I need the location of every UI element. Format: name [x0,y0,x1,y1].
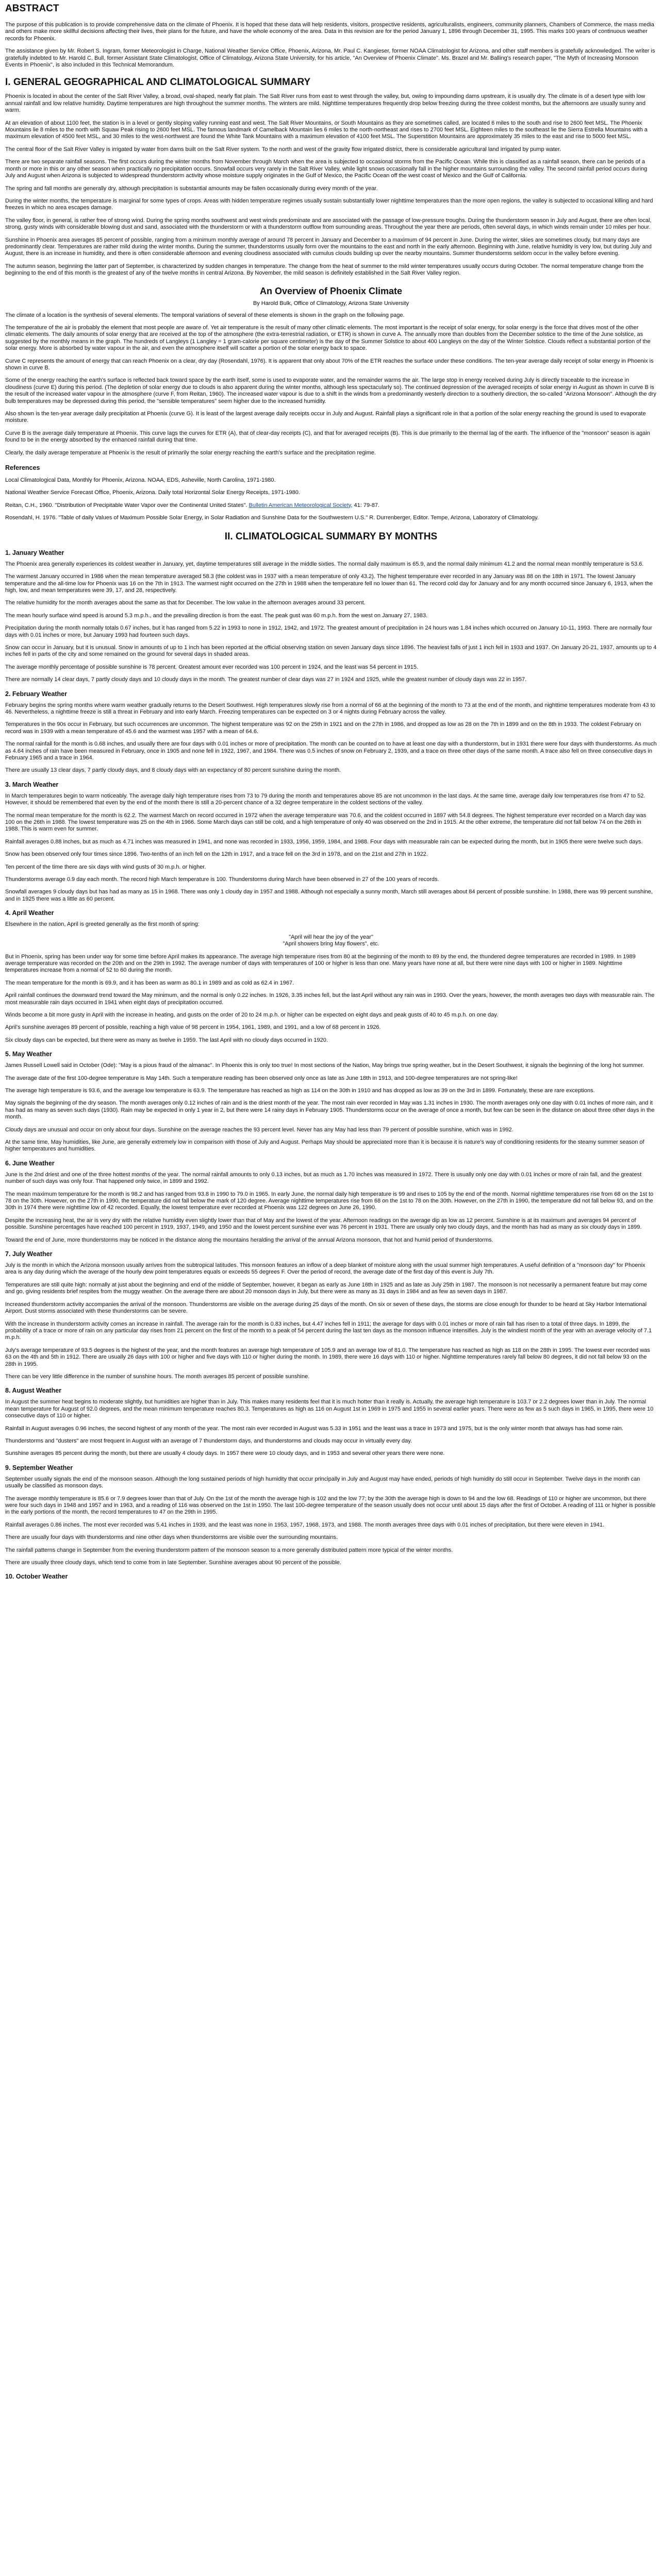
summary-paragraph: At an elevation of about 1100 feet, the station is in a level or gently sloping valley running east and west. The Salt River Mountains, or South Mountains as they are sometimes called, are located 6 miles to the south and rise to 2600 feet MSL. The Phoenix Mountains lie 8 miles to the north with Squaw Peak rising to 2600 feet MSL. The famous landmark of Camelback Mountain lies 6 miles to the north-northeast and rises to 2700 feet MSL. Eighteen miles to the southeast lie the Sierra Estrella Mountains with a maximum elevation of 4500 feet MSL, and 30 miles to the west-northwest are found the White Tank Mountains with a maximum elevation of 4100 feet MSL. The Superstition Mountains are approximately 35 miles to the east and rise to 5000 feet MSL. [5,120,648,140]
month-heading: 7. July Weather [5,1250,53,1258]
reference-text: Reitan, C.H., 1960. "Distribution of Precipitable Water Vapor over the Continental United States". [5,502,249,509]
abstract-paragraph: The purpose of this publication is to provide comprehensive data on the climate of Phoenix. It is hoped that these data will help residents, visitors, prospective residents, agriculturalists, engineers, community planners, Chambers of Commerce, the mass media and others make more skillful decisions affecting their lives, their plans for the future, and have the whole economy of the area. Data in this revision are for the period January 1, 1896 through December 31, 1995. This marks 100 years of continuous weather records for Phoenix. [5,22,654,42]
overview-section [5,285,657,457]
monthly-summary-body [5,549,657,1581]
summary-paragraph: The spring and fall months are generally dry, although precipitation is substantial amounts may be fallen occasionally during every month of the year. [5,185,378,192]
summary-paragraph: The autumn season, beginning the latter part of September, is characterized by sudden changes in temperature. The change from the heat of summer to the mild winter temperatures usually occurs during October. The normal temperature change from the beginning to the end of this month is the greatest of any of the twelve months in central Arizona. By November, the mild season is definitely established in the Salt River Valley region. [5,263,644,277]
month-heading: 1. January Weather [5,549,64,556]
references-list [5,477,657,522]
month-paragraph: May signals the beginning of the dry season. The month averages only 0.12 inches of rain and is the driest month of the year. The most rain ever recorded in May was 1.31 inches in 1930. The month averages only one day with 0.01 inches of more rain, and it has had as many as seven such days (1930). Rain may be expected in only 1 year in 2, but there were 14 rainy days in February 1905. Thunderstorms occur on the average of once a month, but few can be seen in the distance on about three other days in the month. [5,1100,655,1121]
month-heading: 9. September Weather [5,1464,73,1471]
reference-item [5,489,657,496]
general-summary-section [5,77,657,277]
month-paragraph: February begins the spring months where warm weather gradually returns to the Desert Southwest. High temperatures slowly rise from a normal of 66 at the beginning of the month to 73 at the end of the month, and nighttime temperatures moderate from 43 to 46. Nevertheless, a nighttime freeze is still a threat in February and into early March. Freezing temperatures can be expected on 3 or 4 nights during February across the valley. [5,702,655,715]
month-paragraph: The mean temperature for the month is 69.9, and it has been as warm as 80.1 in 1989 and as cold as 62.4 in 1967. [5,979,294,986]
overview-paragraph: Also shown is the ten-year average daily precipitation at Phoenix (curve G). It is least of the largest average daily receipts occur in July and August. Rainfall plays a significant role in that a portion of the solar energy reaching the ground is used to evaporate moisture. [5,411,646,424]
month-paragraph: In March temperatures begin to warm noticeably. The average daily high temperature rises from 73 to 79 during the month and temperatures above 85 are not uncommon in the last days. At the same time, average daily low temperatures rise from 47 to 52. However, it should be remembered that even by the end of the month there is still a 20-percent chance of a 32 degree temperature in the coldest sections of the valley. [5,792,646,806]
general-summary-body [5,93,657,277]
overview-paragraph: Curve C represents the amount of energy that can reach Phoenix on a clear, dry day (Rosendahl, 1976). It is apparent that only about 70% of the ETR reaches the surface under these conditions. The ten-year average daily receipt of solar energy in Phoenix is shown in curve B. [5,358,654,371]
month-paragraph: At the same time, May humidities, like June, are generally extremely low in comparison with those of July and August. Perhaps May should be appreciated more than it is because it is nature's way of conditioning residents for the steamy summer season of higher temperatures and humidities. [5,1139,644,1153]
month-paragraph: July is the month in which the Arizona monsoon usually arrives from the subtropical latitudes. This monsoon features an inflow of a deep blanket of moisture along with the usual summer high temperatures. A useful definition of a "monsoon day" for Phoenix area is any day during which the average of the hourly dew point temperatures equals or exceeds 55 degrees F. Over the period of record, the average date of the first day of this event is July 7th. [5,1262,646,1276]
reference-text: National Weather Service Forecast Office, Phoenix, Arizona. Daily total Horizontal Solar Energy Receipts, 1971-1980. [5,489,300,496]
month-paragraph: In August the summer heat begins to moderate slightly, but humidities are higher than in July. This makes many residents feel that it is much hotter than it really is. Actually, the average high temperature is 103.7 or 2.2 degrees lower than in July. The normal mean temperature for August of 92.0 degrees, and the mean minimum temperature reaches 80.3. Temperatures as high as 116 on August 1st in 1969 in 1975 and 1955 in several earlier years. There were as few as 5 such days in 1965, in 1995, there were 10 consecutive days of 110 or higher. [5,1399,654,1419]
month-heading: 2. February Weather [5,690,67,698]
monthly-summary-section [5,531,657,1581]
references-heading: References [5,464,40,472]
reference-text: Rosendahl, H. 1976. "Table of daily Values of Maximum Possible Solar Energy, in Solar Radiation and Sunshine Data for the Southwestern U.S." R. Durrenberger, Editor. Tempe, Arizona, Laboratory of Climatology. [5,515,539,521]
month-section [5,781,657,903]
month-paragraph: The mean hourly surface wind speed is around 5.3 m.p.h., and the prevailing direction is from the east. The peak gust was 60 m.p.h. from the west on January 27, 1983. [5,612,428,619]
month-paragraph: Thunderstorms and "dusters" are most frequent in August with an average of 7 thunderstorm days, and thunderstorms and clouds may occur in virtually every day. [5,1437,412,1444]
month-paragraph: Sunshine averages 85 percent during the month, but there are usually 4 cloudy days. In 1957 there were 10 cloudy days, and in 1953 and several other years there were none. [5,1450,445,1457]
abstract-paragraph: The assistance given by Mr. Robert S. Ingram, former Meteorologist in Charge, National Weather Service Office, Phoenix, Arizona, Mr. Paul C. Kangieser, former NOAA Climatologist for Arizona, and other staff members is gratefully acknowledged. The writer is gratefully indebted to Mr. Harold C. Bull, former Assistant State Climatologist, Office of Climatology, Arizona State University, for his article, "An Overview of Phoenix Climate". Ms. Brazel and Mr. Balling's research paper, "The Myth of Increasing Monsoon Events in Phoenix", is also included in this Technical Memorandum. [5,48,655,69]
summary-paragraph: Sunshine in Phoenix area averages 85 percent of possible, ranging from a minimum monthly average of around 78 percent in January and December to a maximum of 94 percent in June. During the winter, skies are sometimes cloudy, but many days are predominantly clear. Temperatures are rather mild during the winter months. During the summer, thunderstorms usually form over the mountains to the east and north in the early afternoon. Beginning with June, relative humidity is very low, but during July and August, there is an increase in humidity, and there is often considerable afternoon and evening cloudiness associated with cumulus clouds building up over the nearby mountains. Summer thunderstorms seldom occur in the valley before evening. [5,236,652,257]
summary-paragraph: The central floor of the Salt River Valley is irrigated by water from dams built on the Salt River system. To the north and west of the gravity flow irrigated district, there is considerable agricultural land irrigated by pump water. [5,146,561,152]
month-heading: 5. May Weather [5,1050,52,1058]
overview-paragraph: Some of the energy reaching the earth's surface is reflected back toward space by the earth itself, some is used to evaporate water, and the remainder warms the air. The large stop in energy received during July is directly traceable to the increase in cloudiness (curve E) during this period. (The depletion of solar energy due to clouds is also apparent during the winter months, although less spectacularly so). The continued depression of the averaged receipts of solar energy in August as shown in curve B is the result of the increased water vapour in the atmosphere (curve F, from Reitan, 1960). The increased water vapour is due to a shift in the winds from a predominantly westerly direction to a southerly direction, the so-called "Arizona Monsoon". Although the dry bulb temperatures may be depressed during this period, the "sensible temperatures" seem higher due to the increased humidity. [5,377,656,404]
month-paragraph: The warmest January occurred in 1986 when the mean temperature averaged 58.3 (the coldest was in 1937 with a mean temperature of only 43.2). The highest temperature ever recorded in any January was 88 on the 18th in 1971. The lowest January temperature and the all-time low for Phoenix was 16 on the 7th in 1913. The warmest night occurred on the 27th in 1988 when the temperature fell no lower than 61. The record cold day for January and for any month occurred since January 6, 1913, when the high, low, and mean temperatures were 39, 17, and 28, respectively. [5,573,653,594]
overview-paragraph: The temperature of the air is probably the element that most people are aware of. Yet air temperature is the result of many other climatic elements. The most important is the receipt of solar energy, for solar energy is the force that drives most of the other climatic elements. The daily amounts of solar energy that are received at the top of the atmosphere (the extra-terrestrial radiation, or ETR) is shown in curve A. The annually more than doubles from the December solstice to the time of the June solstice, as suggested by the monthly means in the graph. The hundreds of Langleys (1 Langley = 1 gram-calorie per square centimeter) is the day of the Summer Solstice to about 400 Langleys on the day of the Winter Solstice. Clouds reflect a substantial portion of the solar energy. More is absorbed by water vapour in the air, and even the atmosphere itself will scatter a portion of the solar energy back to space. [5,324,651,352]
month-paragraph: June is the 2nd driest and one of the three hottest months of the year. The normal rainfall amounts to only 0.13 inches, but as much as 1.70 inches was measured in 1972. There is usually only one day with 0.01 inches or more of rain fall, and the greatest number of such days was only four. That happened only twice, in 1899 and 1992. [5,1171,642,1185]
month-section [5,549,657,684]
month-section [5,1159,657,1244]
month-paragraph: Despite the increasing heat, the air is very dry with the relative humidity even slightly lower than that of May and the lowest of the year. Afternoon readings on the average dip as low as 12 percent. Sunshine is at its maximum and averages 94 percent of possible. Sunshine percentages have reached 100 percent in 1919, 1937, 1949, and 1950 and the lowest percent sunshine ever was 76 percent in 1931. There are usually only two cloudy days, and the month has had as many as six cloudy days in 1899. [5,1217,642,1231]
month-paragraph: Ten percent of the time there are six days with wind gusts of 30 m.p.h. or higher. [5,863,206,870]
month-section [5,1572,657,1581]
month-paragraph: April rainfall continues the downward trend toward the May minimum, and the normal is only 0.22 inches. In 1926, 3.35 inches fell, but the last April without any rain was in 1993. Over the years, however, the month averages two days with measurable rain. The most measurable rain days occurred in 1941 when eight days of precipitation occurred. [5,992,655,1006]
overview-paragraph: Clearly, the daily average temperature at Phoenix is the result of primarily the solar energy reaching the earth's surface and the precipitation regime. [5,449,376,456]
month-quote: "April will hear the joy of the year" "April showers bring May flowers", etc. [283,934,379,947]
month-paragraph: There are usually four days with thunderstorms and nine other days when thunderstorms are visible over the surrounding mountains. [5,1534,338,1541]
month-paragraph: With the increase in thunderstorm activity comes an increase in rainfall. The average rain for the month is 0.83 inches, but 4.47 inches fell in 1911; the average for days with 0.01 inches or more of rain fall has risen to a total of three days. In 1899, the probability of a trace or more of rain on any particular day rises from 21 percent on the first of the month to a peak of 54 percent during the last ten days as the monsoon influence intensifies. July is the windiest month of the year with an average velocity of 7.1 m.p.h. [5,1320,652,1341]
month-paragraph: Thunderstorms average 0.9 day each month. The record high March temperature is 100. Thunderstorms during March have been observed in 27 of the 100 years of records. [5,876,439,883]
monthly-summary-heading: II. CLIMATOLOGICAL SUMMARY BY MONTHS [224,531,438,542]
month-paragraph: But in Phoenix, spring has been under way for some time before April makes its appearance. The average high temperature rises from 80 at the beginning of the month to 89 by the end, the thundered degree temperatures are recorded in 1989. In 1989 average temperature was recorded on the 20th and on the 29th in 1992. The average number of days with temperatures of 100 or higher is less than one. Many years have none at all, but there were nine days with 100 or higher in 1989. Nighttime temperatures increase from a normal of 52 to 60 during the month. [5,953,636,974]
month-heading: 10. October Weather [5,1573,68,1581]
month-paragraph: There are normally 14 clear days, 7 partly cloudy days and 10 cloudy days in the month. The greatest number of clear days was 27 in 1924 and 1925, while the greatest number of cloudy days was 22 in 1957. [5,676,527,683]
overview-body [5,312,657,457]
overview-byline: By Harold Bulk, Office of Climatology, Arizona State University [253,300,409,307]
overview-paragraph: Curve B is the average daily temperature at Phoenix. This curve lags the curves for ETR (A), that of clear-day receipts (C), and that for averaged receipts (B). This is due primarily to the thermal lag of the earth. The influence of the "monsoon" season is again found to be in the energy absorbed by the enhanced rainfall during that time. [5,430,650,444]
month-paragraph: Winds become a bit more gusty in April with the increase in heating, and gusts on the order of 20 to 24 m.p.h. or higher can be expected on eight days and peak gusts of 40 to 45 m.p.h. on one day. [5,1011,499,1018]
reference-link[interactable]: Bulletin American Meteorological Society [249,502,351,509]
month-section [5,1386,657,1457]
month-section [5,1050,657,1153]
references-section [5,464,657,522]
month-paragraph: Cloudy days are unusual and occur on only about four days. Sunshine on the average reaches the 93 percent level. Never has any May had less than 79 percent of possible sunshine, which was in 1992. [5,1126,514,1133]
month-paragraph: Snow can occur in January, but it is unusual. Snow in amounts of up to 1 inch has been reported at the official observing station on seven January days since 1896. The heaviest falls of just 1 inch fell in 1933 and 1937. On January 20-21, 1937, amounts up to 4 inches fell in parts of the city and some remained on the ground for several days in shaded areas. [5,644,657,658]
month-heading: 4. April Weather [5,909,54,917]
month-paragraph: Increased thunderstorm activity accompanies the arrival of the monsoon. Thunderstorms are visible on the average during 25 days of the month. On six or seven of these days, the storms are close enough for thunder to be heard at Sky Harbor International Airport. Dust storms associated with these thunderstorms can be severe. [5,1301,647,1315]
month-paragraph: Six cloudy days can be expected, but there were as many as twelve in 1959. The last April with no cloudy days occurred in 1920. [5,1037,328,1043]
month-paragraph: The normal rainfall for the month is 0.68 inches, and usually there are four days with 0.01 inches or more of precipitation. The month can be counted on to have at least one day with a thunderstorm, but in 1931 there were four days with thunderstorms. As much as 4.64 inches of rain have been measured in February, once in 1905 and none fell in 1922, 1967, and 1984. There was 0.5 inches of snow on February 2, 1939, and a trace on three other days of the same month. A trace also fell on three consecutive days in February 1965 and a trace in 1964. [5,741,657,761]
month-heading: 8. August Weather [5,1387,62,1395]
month-paragraph: July's average temperature of 93.5 degrees is the highest of the year, and the month features an average high temperature of 105.9 and an average low of 81.0. The temperature has reached as high as 118 on the 28th in 1995. The lowest ever recorded was 63 on the 4th and 5th in 1912. There are usually 26 days with 100 or higher and five days with 110 or higher during the month. In 1989, there were 16 days with 110 or higher. Nighttime temperatures rarely fall below 80 degrees, it did not fall below 93 on the 28th in 1995. [5,1347,650,1367]
month-section [5,1464,657,1567]
summary-paragraph: There are two separate rainfall seasons. The first occurs during the winter months from November through March when the area is subjected to occasional storms from the Pacific Ocean. While this is classified as a rainfall season, there can be periods of a month or more in this or any other season when practically no precipitation occurs. Snowfall occurs very rarely in the Salt River Valley, while light snows occasionally fall in the higher mountains surrounding the valley. The second rainfall period occurs during July and August when Arizona is subjected to widespread thunderstorm activity whose moisture supply originates in the Gulf of Mexico, the Pacific Ocean off the west coast of Mexico and the Gulf of California. [5,159,648,179]
month-paragraph: Elsewhere in the nation, April is greeted generally as the first month of spring: [5,921,200,928]
month-paragraph: The average date of the first 100-degree temperature is May 14th. Such a temperature reading has been observed only once as late as June 18th in 1913, and 100-degree temperatures are not spring-like! [5,1075,518,1081]
month-paragraph: The Phoenix area generally experiences its coldest weather in January, yet, daytime temperatures still average in the middle sixties. The normal daily maximum is 65.9, and the normal daily minimum 41.2 and the normal mean monthly temperature is 53.6. [5,561,644,567]
summary-paragraph: During the winter months, the temperature is marginal for some types of crops. Areas with hidden temperature regimes usually sustain substantially lower nighttime temperatures than the more open regions, the valley is subjected to occasional killing and hard freezes in which no area escapes damage. [5,197,653,211]
month-section [5,1250,657,1380]
general-summary-heading: I. GENERAL GEOGRAPHICAL AND CLIMATOLOGICAL SUMMARY [5,77,311,88]
reference-item [5,477,657,484]
month-paragraph: The average monthly temperature is 85.6 or 7.9 degrees lower than that of July. On the 1st of the month the average high is 102 and the low 77; by the 30th the average high is down to 94 and the low 68. Readings of 110 or higher are uncommon, but there were four such days in 1948 and 1957 and in 1963, and a reading of 116 was observed on the 1st in 1950. The last 100-degree temperature of the season usually does not occur until about 15 days after the first of October. A reading of 111 or higher is possible in the early portions of the month, the record temperatures to 47 on the 29th in 1995. [5,1495,656,1516]
month-paragraph: April's sunshine averages 89 percent of possible, reaching a high value of 98 percent in 1954, 1961, 1989, and 1991, and a low of 68 percent in 1926. [5,1024,381,1031]
month-section [5,909,657,1044]
summary-paragraph: The valley floor, in general, is rather free of strong wind. During the spring months southwest and west winds predominate and are associated with the passage of low-pressure troughs. During the thunderstorm season in July and August, there are often local, strong, gusty winds with considerable blowing dust and sand, associated with the thunderstorm or with a thunderstorm outflow from surrounding areas. Throughout the year there are periods, often several days, in which winds remain under 10 miles per hour. [5,217,652,231]
month-paragraph: There can be very little difference in the number of sunshine hours. The month averages 85 percent of possible sunshine. [5,1373,310,1380]
reference-item [5,515,657,521]
abstract-section [5,3,657,69]
month-paragraph: Snowfall averages 9 cloudy days but has had as many as 15 in 1968. There was only 1 cloudy day in 1957 and 1988. Although not especially a sunny month, March still averages about 84 percent of possible sunshine. In 1988, there was 99 percent sunshine, and in 1925 there was a little as 60 percent. [5,889,653,902]
reference-suffix: , 41: 79-87. [351,502,380,509]
abstract-body [5,22,657,69]
reference-item [5,502,657,509]
month-paragraph: There are usually three cloudy days, which tend to come from in late September. Sunshine averages about 90 percent of the possible. [5,1560,341,1566]
month-paragraph: Snow has been observed only four times since 1896. Two-tenths of an inch fell on the 12th in 1917, and a trace fell on the 3rd in 1978, and on the 21st and 27th in 1922. [5,851,428,858]
month-section [5,690,657,774]
month-paragraph: The average high temperature is 93.6, and the average low temperature is 63.9. The temperature has reached as high as 114 on the 30th in 1910 and has dropped as low as 39 on the 3rd in 1899. Fortunately, these are rare exceptions. [5,1087,595,1094]
month-paragraph: The relative humidity for the month averages about the same as that for December. The low value in the afternoon averages around 33 percent. [5,600,366,606]
month-paragraph: James Russell Lowell said in October (Ode): "May is a pious fraud of the almanac". In Phoenix this is only too true! In most sections of the Nation, May brings true spring weather, but in the Desert Southwest, it signals the beginning of the long hot summer. [5,1062,644,1069]
month-paragraph: The mean maximum temperature for the month is 98.2 and has ranged from 93.8 in 1990 to 79.0 in 1965. In early June, the normal daily high temperature is 99 and rises to 105 by the end of the month. Normal nighttime temperatures rise from 68 on the 1st to 78 on the 30th. However, on the 27th in 1990, the temperature did not fall below the mark of 120 degree. Average nighttime temperatures rise from 68 on the 1st to 78 on the 30th. However, on the 27th in 1990, the temperature did not fall below 93, and on the 30th in 1974 there were nighttime low of 42 recorded. Equally, the lowest temperature ever recorded at Phoenix was 122 degrees on June 26, 1990. [5,1191,654,1211]
overview-paragraph: The climate of a location is the synthesis of several elements. The temporal variations of several of these elements is shown in the graph on the following page. [5,312,405,318]
month-paragraph: Toward the end of June, more thunderstorms may be noticed in the distance along the mountains heralding the arrival of the annual Arizona monsoon, that hot and humid period of thunderstorms. [5,1236,493,1243]
month-paragraph: Temperatures in the 90s occur in February, but such occurrences are uncommon. The highest temperature was 92 on the 25th in 1921 and on the 27th in 1986, and dropped as low as 28 on the 7th in 1899 and on the 8th in 1933. The coldest February on record was in 1939 with a mean temperature of 45.6 and the warmest was 1957 with a mean of 64.6. [5,721,641,735]
month-paragraph: Rainfall averages 0.88 inches, but as much as 4.71 inches was measured in 1941, and none was recorded in 1933, 1956, 1959, 1984, and 1988. Four days with measurable rain can be expected during the month, but in 1905 there were twelve such days. [5,838,643,845]
month-paragraph: Temperatures are still quite high: normally at just about the beginning and end of the middle of September, however, it began as early as June 16th in 1925 and as late as July 25th in 1987. The monsoon is not necessarily a permanent feature but may come and go, giving residents brief respites from the muggy weather. On the average there are about 20 monsoon days in July, but there were as many as 31 days in 1984 and as few as seven days in 1987. [5,1281,647,1295]
month-heading: 3. March Weather [5,781,59,788]
month-paragraph: The average monthly percentage of possible sunshine is 78 percent. Greatest amount ever recorded was 100 percent in 1924, and the least was 54 percent in 1915. [5,664,419,670]
month-paragraph: September usually signals the end of the monsoon season. Although the long sustained periods of high humidity that occur principally in July and August may have ended, periods of high humidity do still occur in September. Twelve days in the month can usually be classified as monsoon days. [5,1476,640,1489]
reference-text: Local Climatological Data, Monthly for Phoenix, Arizona. NOAA, EDS, Asheville, North Carolina, 1971-1980. [5,477,276,484]
month-paragraph: There are usually 13 clear days, 7 partly cloudy days, and 8 cloudy days with an expectancy of 80 percent sunshine during the month. [5,767,341,774]
summary-paragraph: Phoenix is located in about the center of the Salt River Valley, a broad, oval-shaped, nearly flat plain. The Salt River runs from east to west through the valley, but, owing to impounding dams upstream, it is usually dry. The climate is of a desert type with low annual rainfall and low relative humidity. Daytime temperatures are high throughout the summer months. The winters are mild. Nighttime temperatures frequently drop below freezing during the three coldest months, but the afternoons are usually sunny and warm. [5,93,646,114]
month-paragraph: Precipitation during the month normally totals 0.67 inches, but it has ranged from 5.22 in 1993 to none in 1912, 1942, and 1972. The greatest amount of precipitation in 24 hours was 1.84 inches which occurred on January 10-11, 1993. There are normally four days with 0.01 inches or more, but January 1993 had fourteen such days. [5,625,652,638]
month-heading: 6. June Weather [5,1159,55,1167]
overview-title: An Overview of Phoenix Climate [259,285,403,296]
month-paragraph: The normal mean temperature for the month is 62.2. The warmest March on record occurred in 1972 when the average temperature was 70.6, and the coldest occurred in 1897 with 54.8 degrees. The highest temperature ever recorded on a March day was 100 on the 26th in 1988. The lowest temperature was 25 on the 4th in 1966. Some March days can still be cold, and a high temperature of only 40 was observed on the 2nd in 1915. At the other extreme, the temperature did not fall below 74 on the 26th in 1988. This is warm even for summer. [5,812,647,833]
month-paragraph: Rainfall averages 0.86 inches. The most ever recorded was 5.41 inches in 1939, and the least was none in 1953, 1957, 1968, 1973, and 1988. The month averages three days with 0.01 inches of precipitation, but there were eleven in 1941. [5,1521,605,1528]
abstract-heading: ABSTRACT [5,3,59,14]
month-paragraph: The rainfall patterns change in September from the evening thunderstorm pattern of the monsoon season to a more generally distributed pattern more typical of the winter months. [5,1547,453,1553]
month-paragraph: Rainfall in August averages 0.96 inches, the second highest of any month of the year. The most rain ever recorded in August was 5.33 in 1951 and the least was a trace in 1973 and 1975, but is the only winter month that always has had some rain. [5,1425,623,1432]
